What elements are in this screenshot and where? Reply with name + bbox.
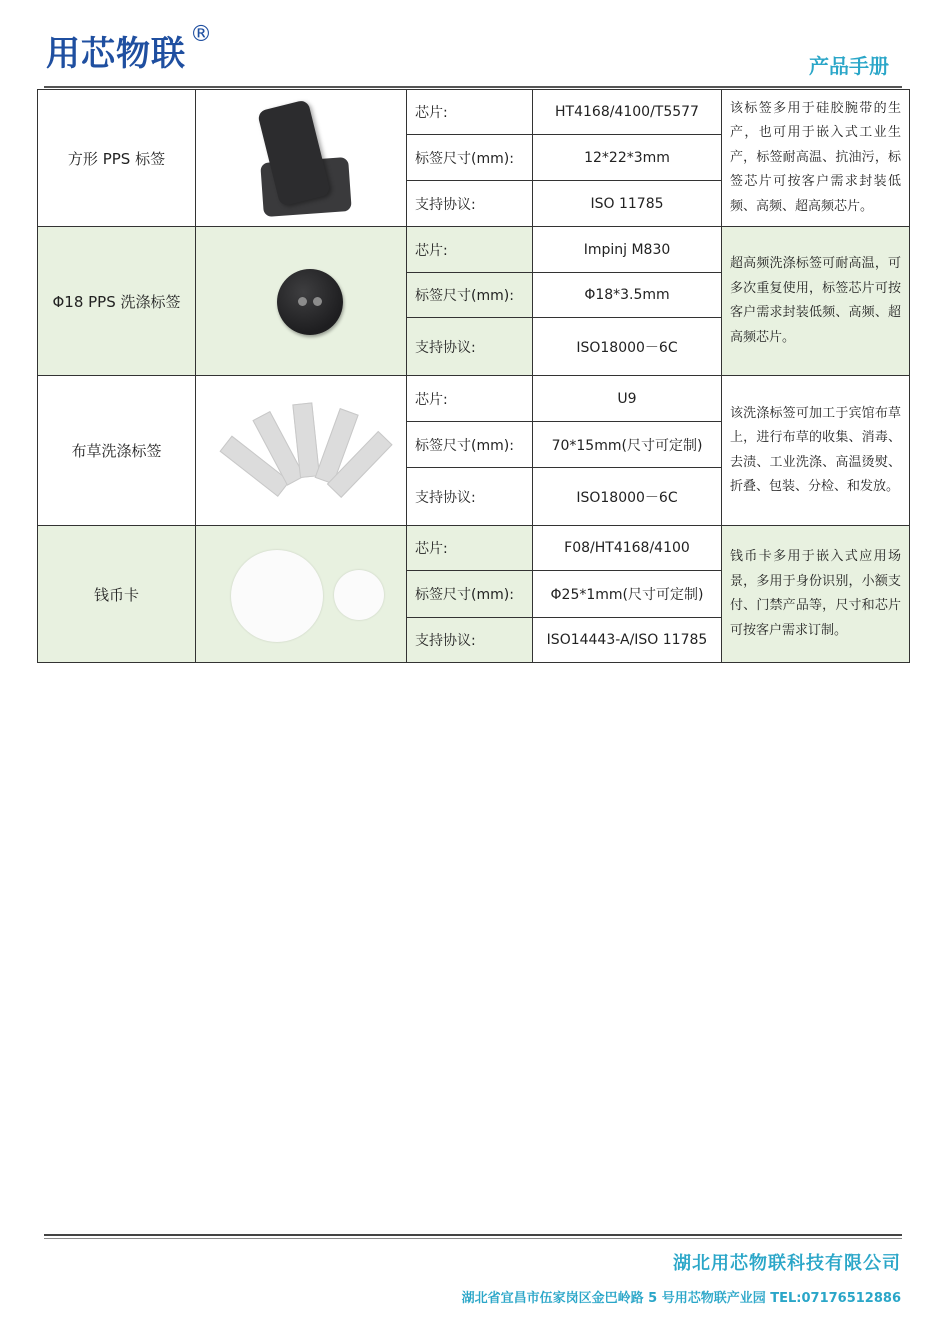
spec-value: Φ25*1mm(尺寸可定制) — [533, 571, 722, 617]
spec-value: ISO 11785 — [533, 181, 722, 227]
footer-address: 湖北省宜昌市伍家岗区金巴岭路 5 号用芯物联产业园 TEL:07176512886 — [461, 1291, 901, 1306]
manual-title: 产品手册 — [809, 54, 889, 78]
spec-value: Impinj M830 — [533, 227, 722, 273]
product-description: 该标签多用于硅胶腕带的生产，也可用于嵌入式工业生产，标签耐高温、抗油污，标签芯片可按客户需求封装低频、高频、超高频芯片。 — [722, 90, 910, 227]
spec-label: 芯片: — [407, 526, 533, 571]
spec-value: ISO14443-A/ISO 11785 — [533, 617, 722, 662]
spec-value: F08/HT4168/4100 — [533, 526, 722, 571]
spec-value: U9 — [533, 376, 722, 422]
round-tag-shape — [277, 269, 343, 335]
product-image-linen-tag — [196, 376, 407, 526]
footer-divider — [44, 1234, 902, 1236]
spec-label: 芯片: — [407, 227, 533, 273]
product-name: 布草洗涤标签 — [38, 376, 196, 526]
tag-hole-left — [298, 297, 307, 306]
product-description: 钱币卡多用于嵌入式应用场景，多用于身份识别，小额支付、门禁产品等，尺寸和芯片可按客户需求订制。 — [722, 526, 910, 663]
coin-card-small-shape — [334, 570, 384, 620]
product-table — [37, 89, 910, 663]
product-row-round-pps — [38, 227, 910, 273]
spec-value: ISO18000－6C — [533, 318, 722, 376]
product-image-square-pps — [196, 90, 407, 227]
spec-label: 标签尺寸(mm): — [407, 571, 533, 617]
spec-value: ISO18000－6C — [533, 468, 722, 526]
product-image-round-pps — [196, 227, 407, 376]
spec-label: 标签尺寸(mm): — [407, 135, 533, 181]
spec-value: Φ18*3.5mm — [533, 273, 722, 318]
spec-label: 标签尺寸(mm): — [407, 273, 533, 318]
spec-value: 70*15mm(尺寸可定制) — [533, 422, 722, 468]
product-row-linen-tag — [38, 376, 910, 422]
spec-label: 标签尺寸(mm): — [407, 422, 533, 468]
product-row-square-pps — [38, 90, 910, 135]
page-header — [0, 0, 945, 92]
product-row-coin-card — [38, 526, 910, 571]
product-name: 钱币卡 — [38, 526, 196, 663]
brand-logo-text: 用芯物联 — [46, 34, 186, 74]
product-image-coin-card — [196, 526, 407, 663]
product-description: 超高频洗涤标签可耐高温，可多次重复使用，标签芯片可按客户需求封装低频、高频、超高频芯片。 — [722, 227, 910, 376]
spec-label: 支持协议: — [407, 181, 533, 227]
tag-hole-right — [313, 297, 322, 306]
footer-company-name: 湖北用芯物联科技有限公司 — [673, 1253, 901, 1274]
spec-value: 12*22*3mm — [533, 135, 722, 181]
coin-card-large-shape — [231, 550, 323, 642]
spec-label: 支持协议: — [407, 617, 533, 662]
product-name: 方形 PPS 标签 — [38, 90, 196, 227]
registered-mark: ® — [190, 22, 212, 47]
spec-label: 支持协议: — [407, 318, 533, 376]
spec-label: 芯片: — [407, 90, 533, 135]
footer-divider-thin — [44, 1238, 902, 1239]
product-name: Φ18 PPS 洗涤标签 — [38, 227, 196, 376]
product-description: 该洗涤标签可加工于宾馆布草上，进行布草的收集、消毒、去渍、工业洗涤、高温烫熨、折叠、包装、分检、和发放。 — [722, 376, 910, 526]
spec-label: 支持协议: — [407, 468, 533, 526]
header-divider — [44, 86, 902, 88]
spec-label: 芯片: — [407, 376, 533, 422]
spec-value: HT4168/4100/T5577 — [533, 90, 722, 135]
